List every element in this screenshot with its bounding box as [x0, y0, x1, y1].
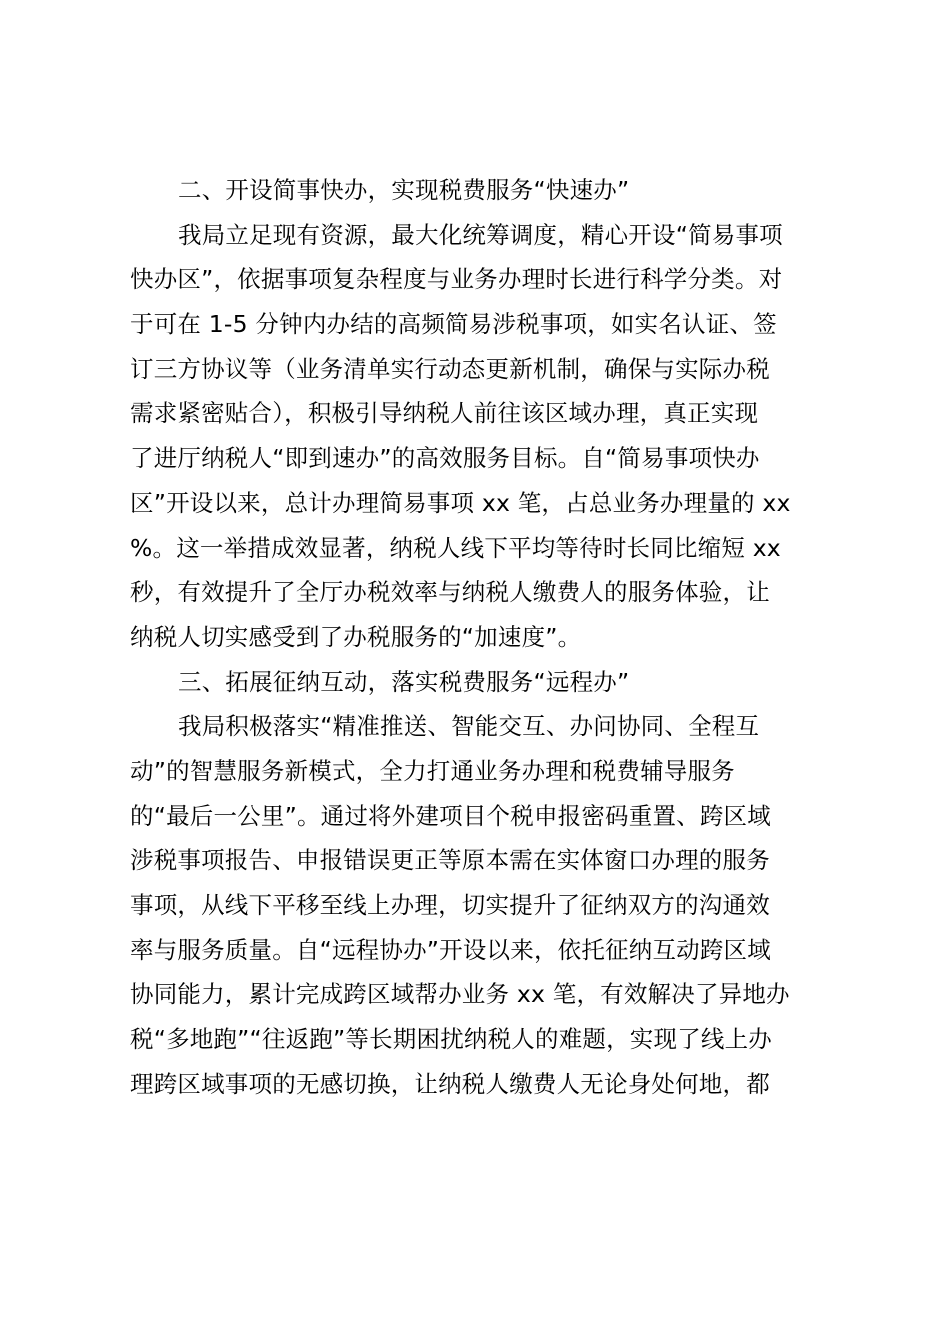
paragraph-line: 我局积极落实“精准推送、智能交互、办问协同、全程互	[178, 712, 760, 741]
paragraph-line: 快办区”，依据事项复杂程度与业务办理时长进行科学分类。对	[130, 265, 783, 294]
paragraph-line: 事项，从线下平移至线上办理，切实提升了征纳双方的沟通效	[130, 891, 770, 919]
paragraph-line: 的“最后一公里”。通过将外建项目个税申报密码重置、跨区域	[130, 801, 771, 830]
paragraph-line: 涉税事项报告、申报错误更正等原本需在实体窗口办理的服务	[130, 846, 770, 875]
section-heading: 三、拓展征纳互动，落实税费服务“远程办”	[178, 667, 630, 696]
paragraph-line: 于可在 1-5 分钟内办结的高频简易涉税事项，如实名认证、签	[130, 310, 777, 339]
paragraph-line: 协同能力，累计完成跨区域帮办业务 xx 笔，有效解决了异地办	[130, 980, 790, 1009]
paragraph-line: 我局立足现有资源，最大化统筹调度，精心开设“简易事项	[178, 220, 783, 249]
paragraph-line: 动”的智慧服务新模式，全力打通业务办理和税费辅导服务	[130, 756, 735, 785]
section-heading: 二、开设简事快办，实现税费服务“快速办”	[178, 176, 630, 204]
paragraph-line: %。这一举措成效显著，纳税人线下平均等待时长同比缩短 xx	[130, 533, 781, 562]
paragraph-line: 了进厅纳税人“即到速办”的高效服务目标。自“简易事项快办	[130, 444, 760, 473]
paragraph-line: 理跨区域事项的无感切换，让纳税人缴费人无论身处何地，都	[130, 1069, 770, 1098]
paragraph-line: 税“多地跑”“往返跑”等长期困扰纳税人的难题，实现了线上办	[130, 1025, 772, 1054]
paragraph-line: 订三方协议等（业务清单实行动态更新机制，确保与实际办税	[130, 354, 770, 383]
paragraph-line: 秒，有效提升了全厅办税效率与纳税人缴费人的服务体验，让	[130, 578, 770, 607]
paragraph-line: 区”开设以来，总计办理简易事项 xx 笔，占总业务办理量的 xx	[130, 488, 791, 517]
paragraph-line: 率与服务质量。自“远程协办”开设以来，依托征纳互动跨区域	[130, 935, 771, 964]
paragraph-line: 纳税人切实感受到了办税服务的“加速度”。	[130, 622, 582, 651]
paragraph-line: 需求紧密贴合），积极引导纳税人前往该区域办理，真正实现	[130, 399, 759, 428]
document-page	[130, 168, 830, 1106]
